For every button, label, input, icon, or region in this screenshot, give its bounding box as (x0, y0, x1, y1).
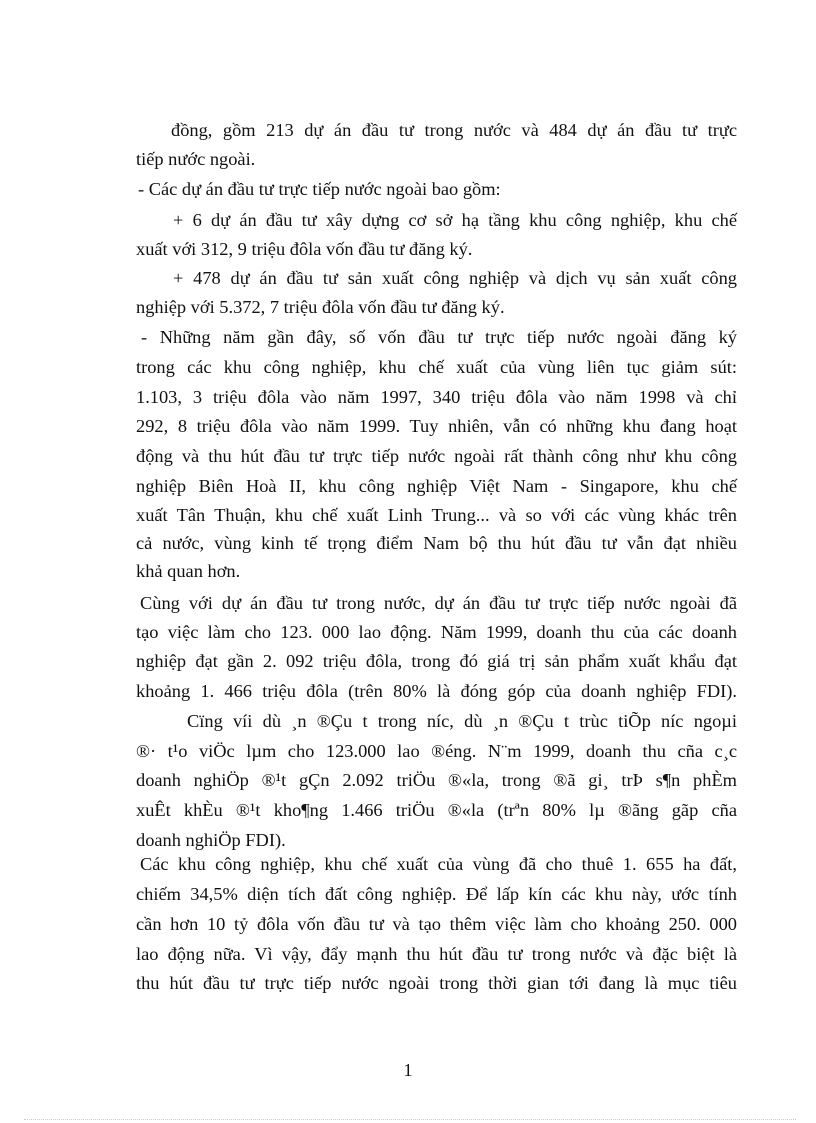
text-line: lao động nữa. Vì vậy, đẩy mạnh thu hút đầu tư trong nước và đặc biệt là (136, 944, 737, 964)
text-line: + 478 dự án đầu tư sản xuất công nghiệp và dịch vụ sản xuất công (173, 268, 737, 288)
text-line: 1.103, 3 triệu đôla vào năm 1997, 340 triệu đôla vào năm 1998 và chỉ (136, 387, 737, 407)
text-line: + 6 dự án đầu tư xây dựng cơ sở hạ tầng khu công nghiệp, khu chế (173, 210, 737, 230)
text-line: Cùng với dự án đầu tư trong nước, dự án đầu tư trực tiếp nước ngoài đã (140, 593, 737, 613)
text-line: động và thu hút đầu tư trực tiếp nước ngoài rất thành công như khu công (136, 446, 737, 466)
page-bottom-divider (24, 1119, 796, 1120)
list-item-dash: - Các dự án đầu tư trực tiếp nước ngoài bao gồm: (138, 179, 501, 199)
text-line: cần hơn 10 tỷ đôla vốn đầu tư và tạo thêm việc làm cho khoảng 250. 000 (136, 914, 737, 934)
page-number: 1 (403, 1060, 413, 1080)
text-line: xuất Tân Thuận, khu chế xuất Linh Trung... và so với các vùng khác trên (136, 505, 737, 525)
text-line: nghiệp với 5.372, 7 triệu đôla vốn đầu tư đăng ký. (136, 297, 505, 317)
text-line: tiếp nước ngoài. (136, 149, 256, 169)
text-line: khoảng 1. 466 triệu đôla (trên 80% là đóng góp của doanh nghiệp FDI). (136, 681, 737, 701)
list-item-dash: - Những năm gần đây, số vốn đầu tư trực tiếp nước ngoài đăng ký (141, 327, 737, 347)
text-line: khả quan hơn. (136, 561, 241, 581)
text-line-legacy-encoding: ®· t¹o viÖc lµm cho 123.000 lao ®éng. N¨m 1999, doanh thu cña c¸c (136, 741, 737, 761)
text-line: trong các khu công nghiệp, khu chế xuất của vùng liên tục giảm sút: (136, 357, 737, 377)
text-line-legacy-encoding: Cïng víi dù ¸n ®Çu t trong níc, dù ¸n ®Çu t trùc tiÕp níc ngoµi (187, 711, 737, 731)
text-line-legacy-encoding: xuÊt khÈu ®¹t kho¶ng 1.466 triÖu ®«la (trªn 80% lµ ®ãng gãp cña (136, 800, 737, 820)
text-line: 292, 8 triệu đôla vào năm 1999. Tuy nhiên, vẫn có những khu đang hoạt (136, 416, 737, 436)
text-line-legacy-encoding: doanh nghiÖp ®¹t gÇn 2.092 triÖu ®«la, trong ®ã gi¸ trÞ s¶n phÈm (136, 770, 737, 790)
text-line: nghiệp đạt gần 2. 092 triệu đôla, trong đó giá trị sản phẩm xuất khẩu đạt (136, 651, 737, 671)
text-line: Các khu công nghiệp, khu chế xuất của vùng đã cho thuê 1. 655 ha đất, (140, 854, 737, 874)
text-line: tạo việc làm cho 123. 000 lao động. Năm 1999, doanh thu của các doanh (136, 622, 737, 642)
text-line: chiếm 34,5% diện tích đất công nghiệp. Để lấp kín các khu này, ước tính (136, 884, 737, 904)
text-line: xuất với 312, 9 triệu đôla vốn đầu tư đăng ký. (136, 239, 473, 259)
text-line-legacy-encoding: doanh nghiÖp FDI). (136, 830, 286, 850)
text-line: nghiệp Biên Hoà II, khu công nghiệp Việt Nam - Singapore, khu chế (136, 476, 737, 496)
text-line: thu hút đầu tư trực tiếp nước ngoài trong thời gian tới đang là mục tiêu (136, 973, 737, 993)
text-line: đồng, gồm 213 dự án đầu tư trong nước và 484 dự án đầu tư trực (171, 120, 737, 140)
text-line: cả nước, vùng kinh tế trọng điểm Nam bộ thu hút đầu tư vẫn đạt nhiều (136, 533, 737, 553)
